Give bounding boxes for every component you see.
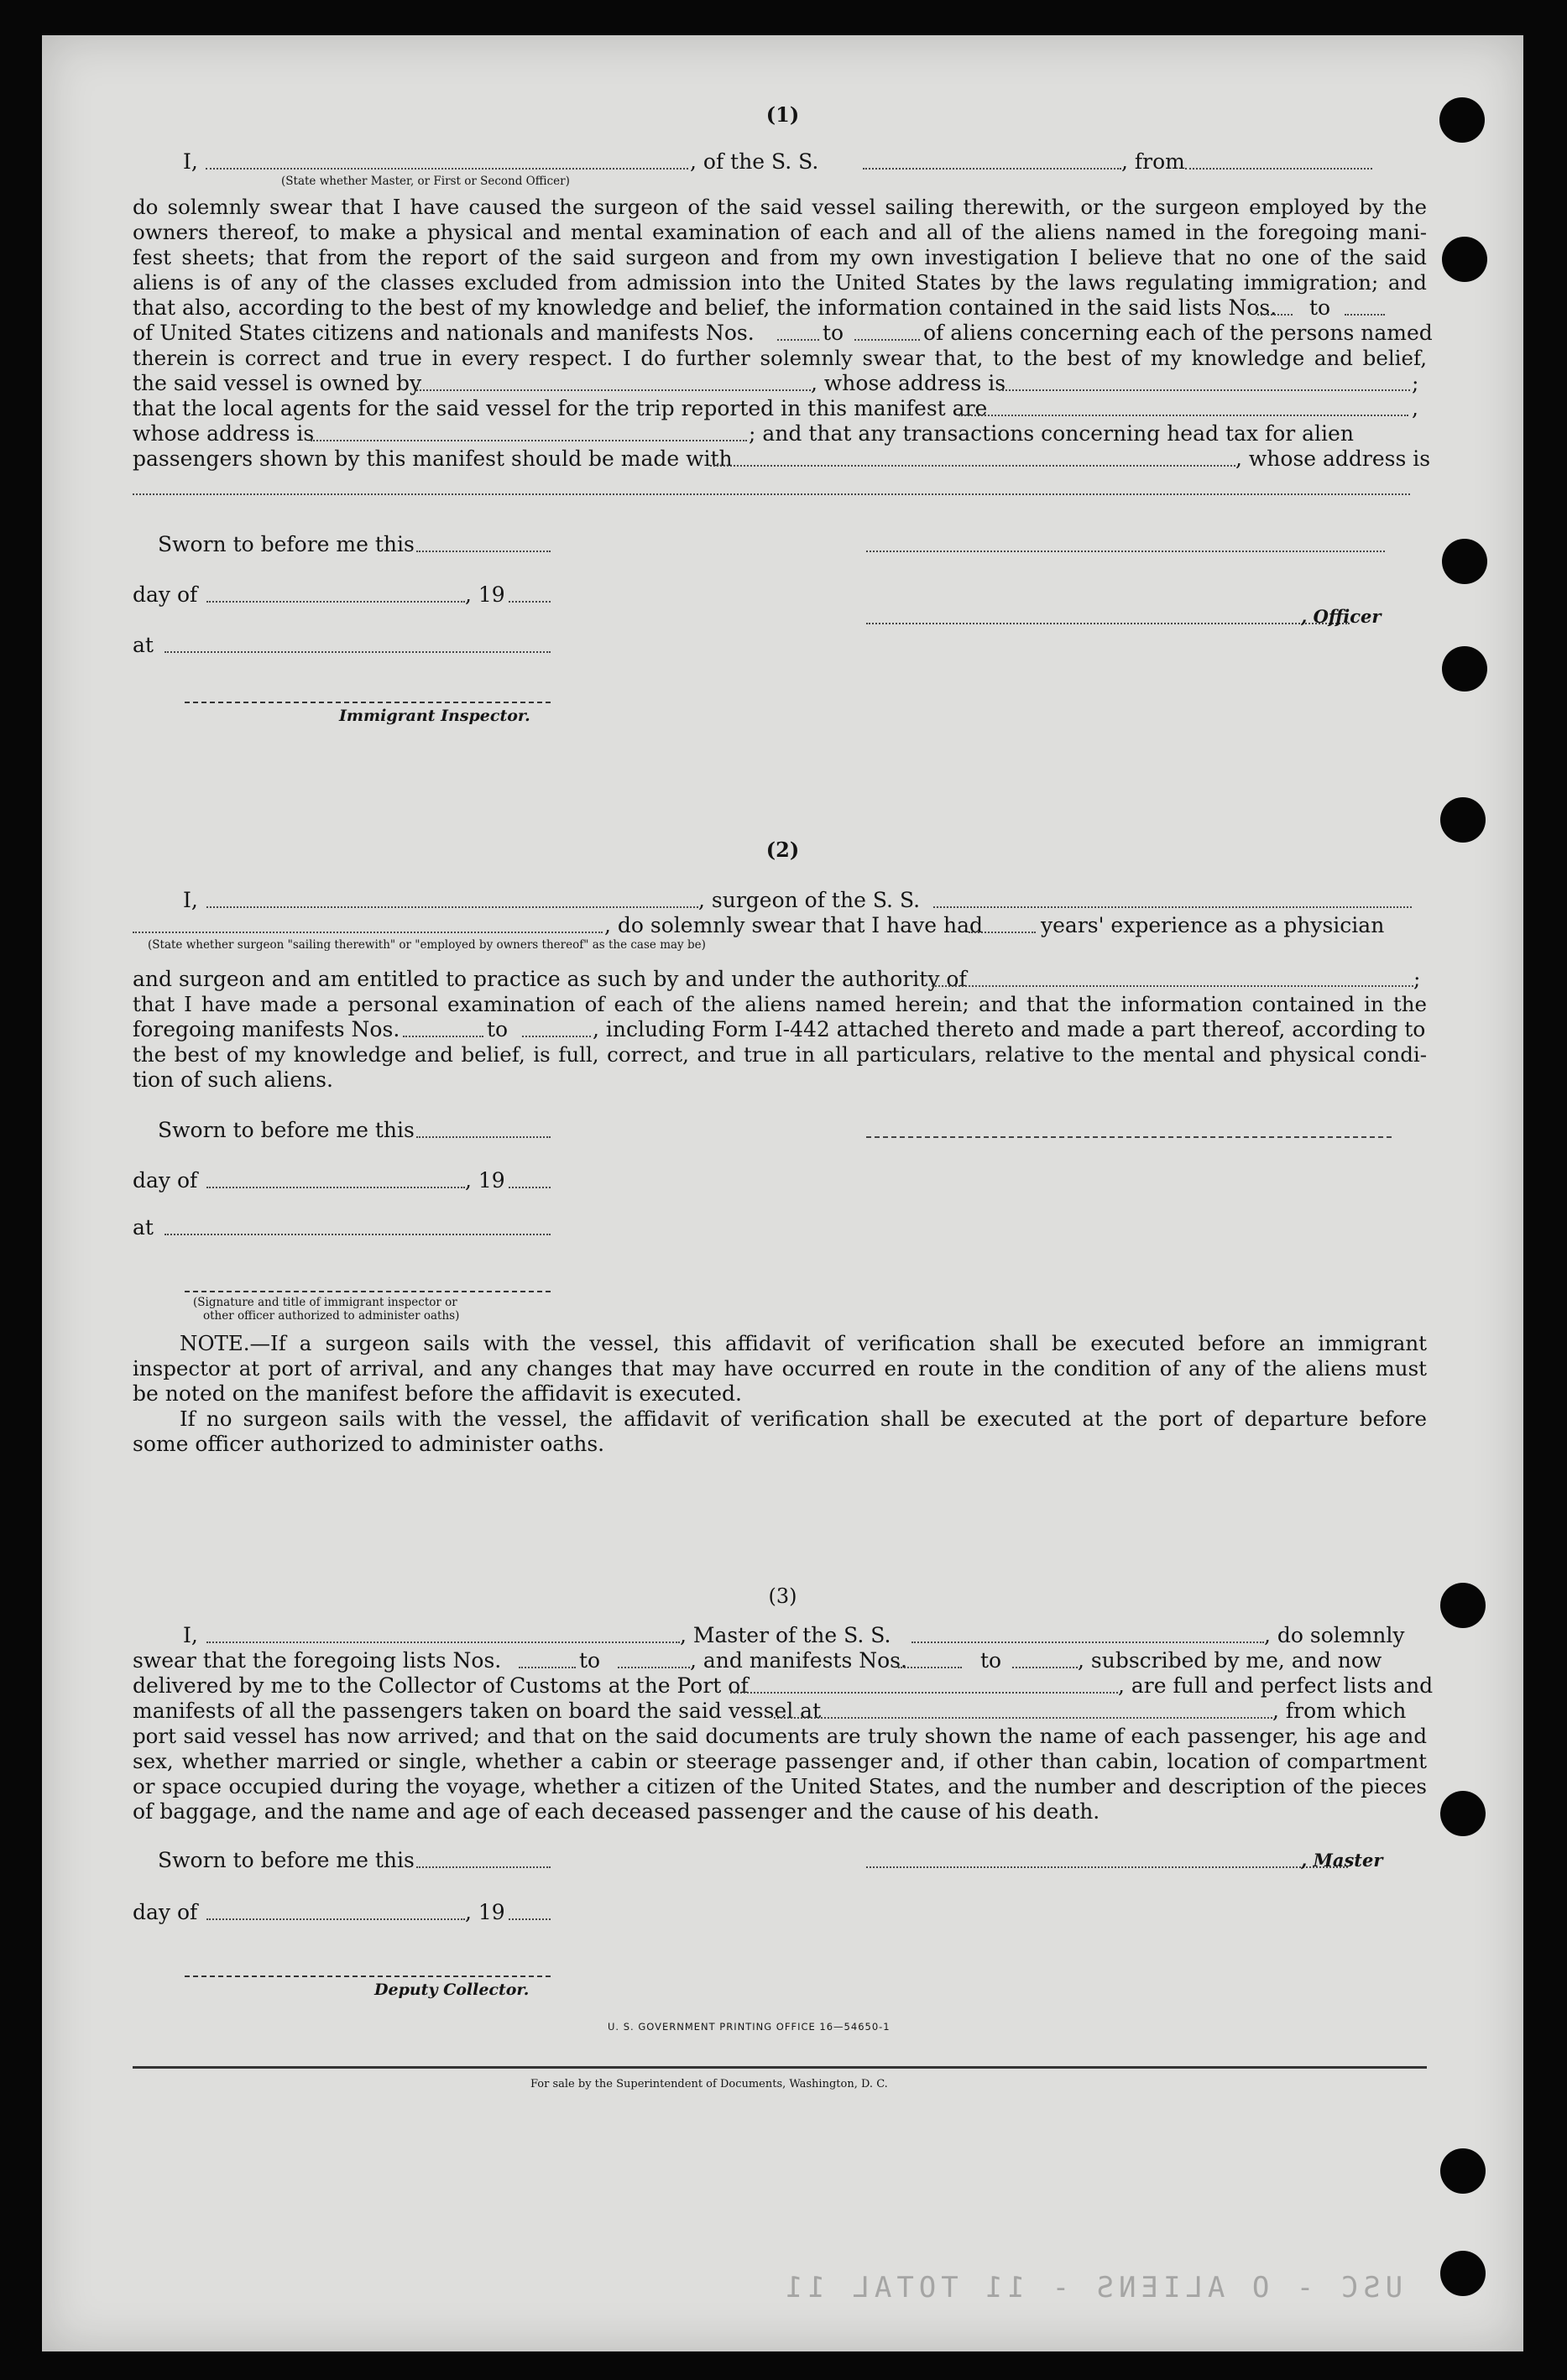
s2-sworn-label: Sworn to before me this (158, 1118, 415, 1142)
s2-note-line: If no surgeon sails with the vessel, the affidavit of verification shall be executed at the port of departure before (180, 1407, 1427, 1431)
s1-manifests-text: of aliens concerning each of the persons named (923, 321, 1433, 345)
s3-subscribed-text: , subscribed by me, and now (1078, 1648, 1382, 1673)
punch-hole (1442, 237, 1487, 282)
s2-year-field[interactable] (509, 1187, 551, 1188)
punch-hole (1440, 1791, 1486, 1836)
s1-day-field[interactable] (206, 601, 465, 603)
s2-day-field[interactable] (206, 1187, 465, 1188)
s2-signature-caption: other officer authorized to administer oaths) (203, 1309, 460, 1323)
s1-body-line: owners thereof, to make a physical and mental examination of each and all of the aliens named in the foregoing mani- (133, 220, 1427, 244)
s2-signature-caption: (Signature and title of immigrant inspector or (193, 1296, 457, 1309)
s1-year-label: , 19 (465, 582, 505, 607)
s3-boarded-port-field[interactable] (774, 1717, 1272, 1719)
s3-port-label: delivered by me to the Collector of Customs at the Port of (133, 1673, 749, 1698)
s1-body-line: do solemnly swear that I have caused the surgeon of the said vessel sailing therewith, or the surgeon employed by the (133, 195, 1427, 219)
section-2-number: (2) (765, 838, 800, 862)
s2-at-field[interactable] (165, 1234, 551, 1235)
s3-full-text: , are full and perfect lists and (1118, 1673, 1434, 1698)
section-1-number: (1) (765, 102, 800, 127)
s1-from-field[interactable] (1185, 168, 1372, 170)
s1-agents-field[interactable] (958, 415, 1408, 416)
s1-year-field[interactable] (509, 601, 551, 603)
s2-inspector-signature-field[interactable] (185, 1291, 551, 1292)
s1-owned-end: ; (1412, 371, 1419, 395)
s2-note-line: inspector at port of arrival, and any changes that may have occurred en route in the condition of any of the aliens must (133, 1356, 1427, 1381)
s1-lists-label: that also, according to the best of my knowledge and belief, the information contained in the said lists Nos. (133, 295, 1277, 320)
s3-body-line: or space occupied during the voyage, whether a citizen of the United States, and the number and description of the pieces (133, 1774, 1427, 1798)
s1-sworn-field[interactable] (416, 551, 551, 552)
s1-inspector-label: Immigrant Inspector. (339, 707, 530, 725)
s1-of-ss-label: , of the S. S. (690, 149, 819, 174)
s3-manifests-to-field[interactable] (1012, 1667, 1078, 1668)
s3-year-field[interactable] (509, 1918, 551, 1920)
s3-collector-label: Deputy Collector. (374, 1981, 530, 1999)
s1-contact-address-label: , whose address is (1235, 446, 1431, 471)
s2-note-line: some officer authorized to administer oaths. (133, 1432, 605, 1456)
s1-dayof-label: day of (133, 582, 198, 607)
s1-lists-to-field[interactable] (1345, 314, 1385, 316)
s3-day-field[interactable] (206, 1918, 465, 1920)
s1-headtax-text: ; and that any transactions concerning head tax for alien (749, 421, 1354, 446)
s1-officer-caption: (State whether Master, or First or Second Officer) (281, 175, 570, 188)
s3-manifests-to: to (980, 1648, 1002, 1673)
s3-boarded-label: manifests of all the passengers taken on board the said vessel at (133, 1699, 822, 1723)
s1-i-label: I, (183, 149, 198, 174)
s1-owner-field[interactable] (416, 389, 811, 391)
punch-hole (1440, 797, 1486, 843)
s2-surgeon-of-label: , surgeon of the S. S. (698, 888, 921, 912)
s2-manifests-to: to (487, 1017, 509, 1041)
s3-sworn-field[interactable] (416, 1866, 551, 1868)
s2-manifests-label: foregoing manifests Nos. (133, 1017, 400, 1041)
s3-master-signature-field[interactable] (866, 1866, 1348, 1868)
s2-surgeon-name-field[interactable] (206, 906, 698, 908)
s3-lists-from-field[interactable] (519, 1667, 576, 1668)
s1-body-line: fest sheets; that from the report of the said surgeon and from my own investigation I believe that no one of the said (133, 245, 1427, 269)
s3-body-line: sex, whether married or single, whether a cabin or steerage passenger and, if other than cabin, location of compartment (133, 1749, 1427, 1773)
s1-officer-field[interactable] (206, 168, 688, 170)
punch-hole (1442, 539, 1487, 584)
s2-surgeon-signature-field[interactable] (866, 1136, 1392, 1138)
s2-years-label: years' experience as a physician (1041, 913, 1385, 937)
s3-master-of-label: , Master of the S. S. (680, 1623, 891, 1647)
footer-rule (133, 2066, 1427, 2069)
s3-from-which: , from which (1272, 1699, 1407, 1723)
s1-ship-field[interactable] (863, 168, 1121, 170)
s3-manifests-from-field[interactable] (898, 1667, 962, 1668)
s1-manifests-from-field[interactable] (777, 339, 819, 341)
s2-note-line: be noted on the manifest before the affidavit is executed. (133, 1381, 742, 1406)
s1-agents-label: that the local agents for the said vessel for the trip reported in this manifest are (133, 396, 988, 420)
s1-agents-end: , (1412, 396, 1418, 420)
s1-at-label: at (133, 633, 154, 657)
s1-officer-signature-field[interactable] (866, 551, 1385, 552)
s1-body-line: aliens is of any of the classes excluded from admission into the United States by the laws regulating immigration; and (133, 270, 1427, 295)
s3-manifests-label: , and manifests Nos. (690, 1648, 907, 1673)
s1-owner-address-label: , whose address is (811, 371, 1006, 395)
s2-year-label: , 19 (465, 1168, 505, 1193)
section-3-number: (3) (768, 1584, 797, 1608)
s2-body-line: tion of such aliens. (133, 1067, 333, 1092)
s2-surgeon-type-field[interactable] (133, 932, 603, 933)
s2-manifests-from-field[interactable] (403, 1036, 483, 1037)
gpo-imprint: U. S. GOVERNMENT PRINTING OFFICE 16—54650-1 (608, 2021, 891, 2033)
s3-port-field[interactable] (730, 1692, 1118, 1694)
s3-master-name-field[interactable] (206, 1641, 680, 1643)
s2-note-line: NOTE.—If a surgeon sails with the vessel, this affidavit of verification shall be executed before an immigrant (180, 1331, 1427, 1355)
s1-agents-address-field[interactable] (311, 440, 747, 441)
s3-lists-to: to (579, 1648, 601, 1673)
s3-ship-field[interactable] (911, 1641, 1264, 1643)
s1-passengers-label: passengers shown by this manifest should be made with (133, 446, 733, 471)
s1-officer-label: , Officer (1301, 606, 1382, 627)
s2-at-label: at (133, 1215, 154, 1240)
s2-body-line: that I have made a personal examination of each of the aliens named herein; and that the information contained in the (133, 992, 1427, 1016)
s3-body-line: of baggage, and the name and age of each deceased passenger and the cause of his death. (133, 1799, 1100, 1824)
s3-body-line: port said vessel has now arrived; and that on the said documents are truly shown the name of each passenger, his age and (133, 1724, 1427, 1748)
s2-sworn-field[interactable] (416, 1136, 551, 1138)
s3-collector-signature-field[interactable] (185, 1976, 551, 1977)
manifest-verification-page (42, 35, 1523, 2351)
s3-dayof-label: day of (133, 1900, 198, 1924)
s1-contact-address-field[interactable] (133, 493, 1410, 495)
s3-i-label: I, (183, 1623, 198, 1647)
s1-inspector-signature-field[interactable] (185, 702, 551, 703)
punch-hole (1440, 2148, 1486, 2194)
s2-authority-field[interactable] (932, 985, 1413, 987)
s1-correct-line: therein is correct and true in every respect. I do further solemnly swear that, to the best of my knowledge and belief, (133, 346, 1427, 370)
s2-dayof-label: day of (133, 1168, 198, 1193)
s3-lists-label: swear that the foregoing lists Nos. (133, 1648, 502, 1673)
s1-manifests-to-field[interactable] (854, 339, 920, 341)
s3-lists-to-field[interactable] (618, 1667, 690, 1668)
s2-years-field[interactable] (969, 932, 1036, 933)
s1-lists-to: to (1309, 295, 1331, 320)
s2-i-label: I, (183, 888, 198, 912)
s1-agents-address-label: whose address is (133, 421, 315, 446)
s2-body-line: the best of my knowledge and belief, is full, correct, and true in all particulars, relative to the mental and physical condi- (133, 1042, 1427, 1067)
sale-notice: For sale by the Superintendent of Documents, Washington, D. C. (530, 2078, 888, 2090)
s1-owned-label: the said vessel is owned by (133, 371, 422, 395)
s2-manifests-to-field[interactable] (522, 1036, 591, 1037)
s2-ship-field[interactable] (933, 906, 1412, 908)
s1-manifests-to: to (823, 321, 844, 345)
s2-authority-end: ; (1413, 967, 1421, 991)
s2-surgeon-caption: (State whether surgeon "sailing therewith" or "employed by owners thereof" as the case may be) (148, 938, 706, 952)
s2-swear-label: , do solemnly swear that I have had (604, 913, 984, 937)
s1-owner-address-field[interactable] (999, 389, 1410, 391)
s2-form-text: , including Form I-442 attached thereto and made a part thereof, according to (593, 1017, 1426, 1041)
s3-year-label: , 19 (465, 1900, 505, 1924)
punch-hole (1442, 646, 1487, 692)
s1-at-field[interactable] (165, 651, 551, 653)
s2-authority-label: and surgeon and am entitled to practice as such by and under the authority of (133, 967, 967, 991)
s1-headtax-contact-field[interactable] (710, 465, 1235, 467)
s1-lists-from-field[interactable] (1257, 314, 1293, 316)
s3-sworn-label: Sworn to before me this (158, 1848, 415, 1872)
s1-sworn-label: Sworn to before me this (158, 532, 415, 556)
punch-hole (1440, 2251, 1486, 2296)
s1-manifests-label: of United States citizens and nationals and manifests Nos. (133, 321, 755, 345)
bleed-through-text: USC - O ALIENS - 11 TOTAL 11 (781, 2271, 1403, 2304)
s3-master-label: , Master (1301, 1850, 1383, 1871)
s1-officer-title-field[interactable] (866, 623, 1350, 624)
s3-solemnly-label: , do solemnly (1264, 1623, 1405, 1647)
s1-from-label: , from (1121, 149, 1185, 174)
